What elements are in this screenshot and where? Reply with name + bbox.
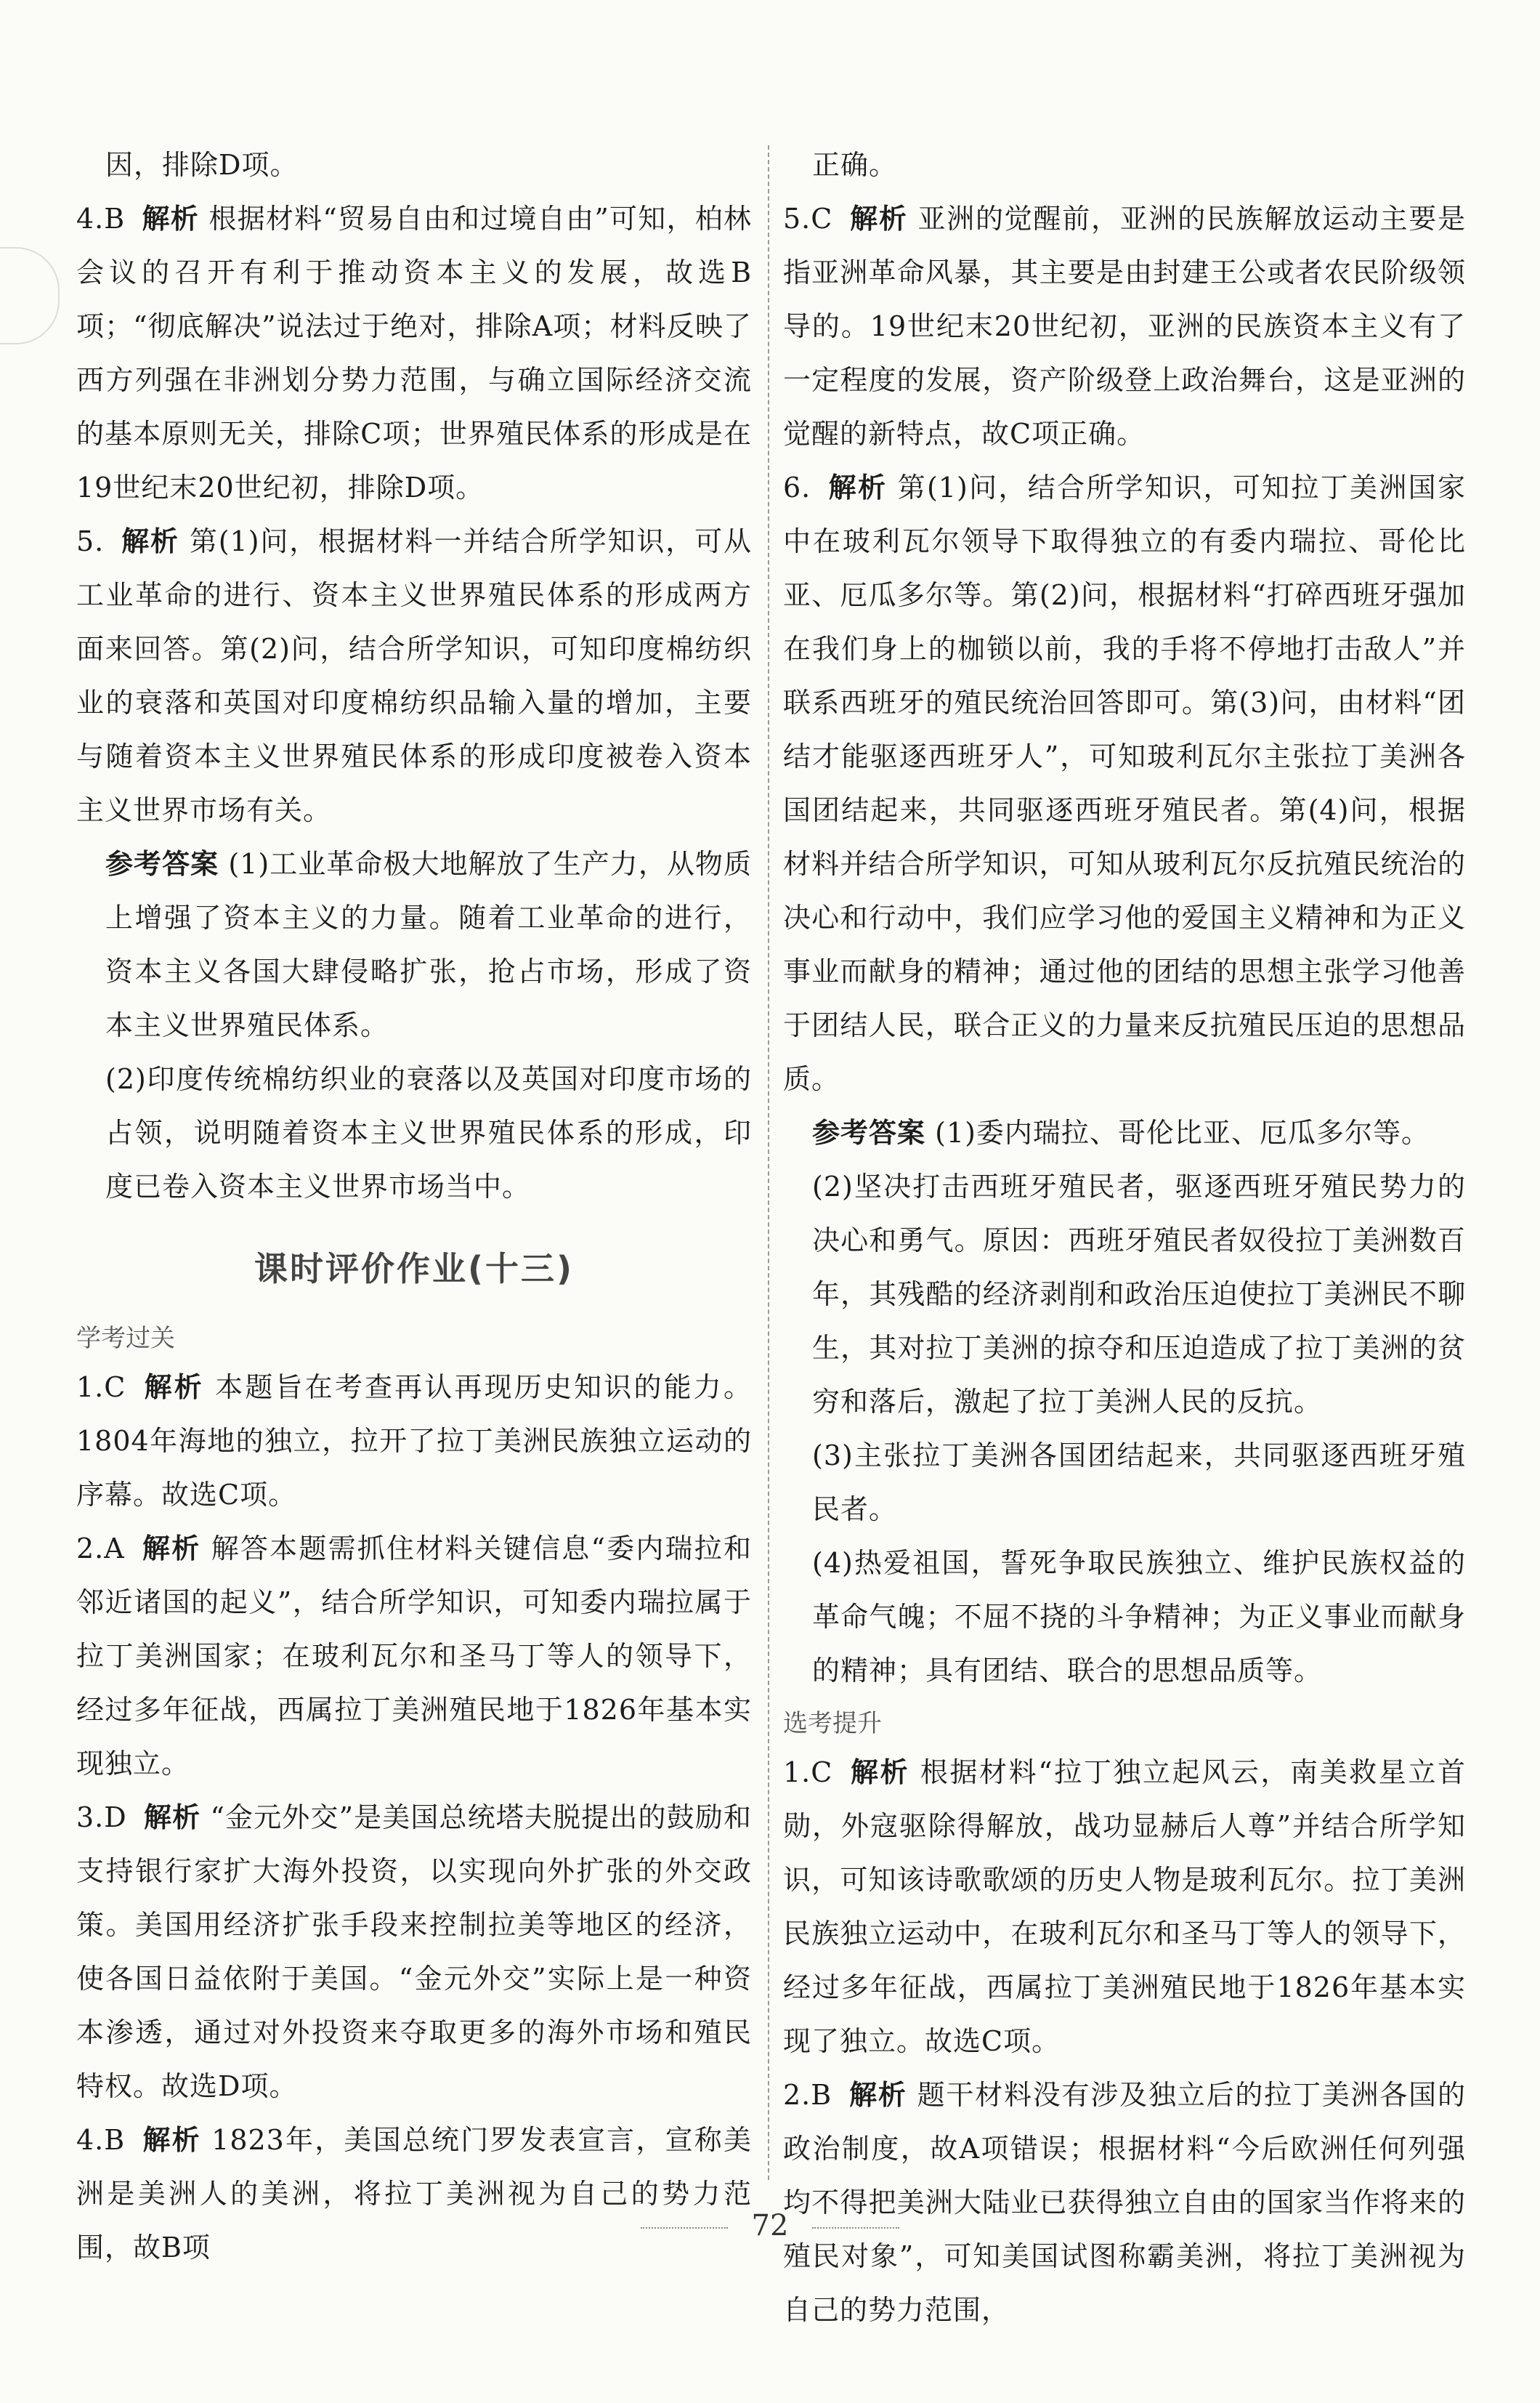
reference-answer [783,1106,1466,1160]
item-number: 5. [76,525,105,557]
item-number: 6. [783,472,811,504]
answer-item [783,461,1466,1106]
reference-answer-label: 参考答案 [812,1117,926,1149]
item-number: 5.C [783,203,833,235]
answer-item [76,1790,752,2113]
analysis-label: 解析 [142,1532,201,1564]
item-number: 4.B [76,2124,126,2156]
item-number: 1.C [783,1756,833,1788]
item-text: 本题旨在考查再认再现历史知识的能力。1804年海地的独立，拉开了拉丁美洲民族独立运动的序幕。故选C项。 [76,1371,752,1511]
paragraph: 因，排除D项。 [105,149,299,181]
analysis-label: 解析 [142,203,200,235]
item-number: 4.B [76,203,126,235]
item-text: “金元外交”是美国总统塔夫脱提出的鼓励和支持银行家扩大海外投资，以实现向外扩张的外交政策。美国用经济扩张手段来控制拉美等地区的经济，使各国日益依附于美国。“金元外交”实际上是一种资本渗透，通过对外投资来夺取更多的海外市场和殖民特权。故选D项。 [76,1801,752,2102]
item-text: 解答本题需抓住材料关键信息“委内瑞拉和邻近诸国的起义”，结合所学知识，可知委内瑞拉属于拉丁美洲国家；在玻利瓦尔和圣马丁等人的领导下，经过多年征战，西属拉丁美洲殖民地于1826年基本实现独立。 [76,1532,752,1780]
analysis-label: 解析 [828,472,888,504]
item-number: 2.A [76,1532,125,1564]
analysis-label: 解析 [851,1756,910,1788]
item-text: 题干材料没有涉及独立后的拉丁美洲各国的政治制度，故A项错误；根据材料“今后欧洲任何列强均不得把美洲大陆业已获得独立自由的国家当作将来的殖民对象”，可知美国试图称霸美洲，将拉丁美洲视为自己的势力范围， [783,2079,1466,2326]
analysis-label: 解析 [143,1801,201,1833]
reference-answer [76,837,752,1052]
page-number: 72 [751,2209,789,2242]
answer-item [76,192,752,514]
analysis-label: 解析 [850,203,908,235]
item-text: 根据材料“拉丁独立起风云，南美救星立首勋，外寇驱除得解放，战功显赫后人尊”并结合所学知识，可知该诗歌歌颂的历史人物是玻利瓦尔。拉丁美洲民族独立运动中，在玻利瓦尔和圣马丁等人的领导下，经过多年征战，西属拉丁美洲殖民地于1826年基本实现了独立。故选C项。 [783,1756,1466,2057]
answer-item [783,2068,1466,2337]
subheading: 选考提升 [783,1709,882,1738]
paragraph: (4)热爱祖国，誓死争取民族独立、维护民族权益的革命气魄；不屈不挠的斗争精神；为正义事业而献身的精神；具有团结、联合的思想品质等。 [812,1547,1466,1687]
answer-item [783,192,1466,461]
item-text: 1823年，美国总统门罗发表宣言，宣称美洲是美洲人的美洲，将拉丁美洲视为自己的势力范围，故B项 [76,2124,752,2263]
analysis-label: 解析 [121,525,179,557]
item-text: (1)委内瑞拉、哥伦比亚、厄瓜多尔等。 [935,1117,1430,1149]
item-number: 2.B [783,2079,832,2111]
item-text: 第(1)问，结合所学知识，可知拉丁美洲国家中在玻利瓦尔领导下取得独立的有委内瑞拉、哥伦比亚、厄瓜多尔等。第(2)问，根据材料“打碎西班牙强加在我们身上的枷锁以前，我的手将不停地打击敌人”并联系西班牙的殖民统治回答即可。第(3)问，由材料“团结才能驱逐西班牙人”，可知玻利瓦尔主张拉丁美洲各国团结起来，共同驱逐西班牙殖民者。第(4)问，根据材料并结合所学知识，可知从玻利瓦尔反抗殖民统治的决心和行动中，我们应学习他的爱国主义精神和为正义事业而献身的精神；通过他的团结的思想主张学习他善于团结人民，联合正义的力量来反抗殖民压迫的思想品质。 [783,472,1466,1095]
right-column [783,138,1466,2337]
item-text: 第(1)问，根据材料一并结合所学知识，可从工业革命的进行、资本主义世界殖民体系的形成两方面来回答。第(2)问，结合所学知识，可知印度棉纺织业的衰落和英国对印度棉纺织品输入量的增加，主要与随着资本主义世界殖民体系的形成印度被卷入资本主义世界市场有关。 [76,525,752,826]
footer-rule-right [812,2227,899,2229]
paragraph: (3)主张拉丁美洲各国团结起来，共同驱逐西班牙殖民者。 [812,1439,1466,1525]
paragraph: (2)印度传统棉纺织业的衰落以及英国对印度市场的占领，说明随着资本主义世界殖民体系的形成，印度已卷入资本主义世界市场当中。 [105,1063,752,1203]
analysis-label: 解析 [142,2124,201,2156]
answer-item [76,1360,752,1522]
left-column [76,138,752,2274]
item-text: 亚洲的觉醒前，亚洲的民族解放运动主要是指亚洲革命风暴，其主要是由封建王公或者农民阶级领导的。19世纪末20世纪初，亚洲的民族资本主义有了一定程度的发展，资产阶级登上政治舞台，这是亚洲的觉醒的新特点，故C项正确。 [783,203,1466,450]
answer-item [76,2113,752,2274]
column-divider [768,145,769,2180]
answer-item [76,514,752,837]
reference-answer-label: 参考答案 [105,848,219,880]
analysis-label: 解析 [144,1371,204,1403]
item-text: 根据材料“贸易自由和过境自由”可知，柏林会议的召开有利于推动资本主义的发展，故选B项；“彻底解决”说法过于绝对，排除A项；材料反映了西方列强在非洲划分势力范围，与确立国际经济交流的基本原则无关，排除C项；世界殖民体系的形成是在19世纪末20世纪初，排除D项。 [76,203,752,504]
page-footer [0,2209,1540,2242]
item-number: 3.D [76,1801,127,1833]
answer-item [76,1522,752,1790]
paragraph: 正确。 [812,149,898,181]
subheading: 学考过关 [76,1324,175,1353]
footer-rule-left [641,2227,728,2229]
section-title: 课时评价作业(十三) [254,1249,575,1288]
margin-stamp [0,247,60,344]
answer-item [783,1745,1466,2068]
analysis-label: 解析 [849,2079,907,2111]
paragraph: (2)坚决打击西班牙殖民者，驱逐西班牙殖民势力的决心和勇气。原因：西班牙殖民者奴役拉丁美洲数百年，其残酷的经济剥削和政治压迫使拉丁美洲民不聊生，其对拉丁美洲的掠夺和压迫造成了拉丁美洲的贫穷和落后，激起了拉丁美洲人民的反抗。 [812,1171,1466,1418]
item-text: (1)工业革命极大地解放了生产力，从物质上增强了资本主义的力量。随着工业革命的进行，资本主义各国大肆侵略扩张，抢占市场，形成了资本主义世界殖民体系。 [105,848,752,1041]
item-number: 1.C [76,1371,126,1403]
